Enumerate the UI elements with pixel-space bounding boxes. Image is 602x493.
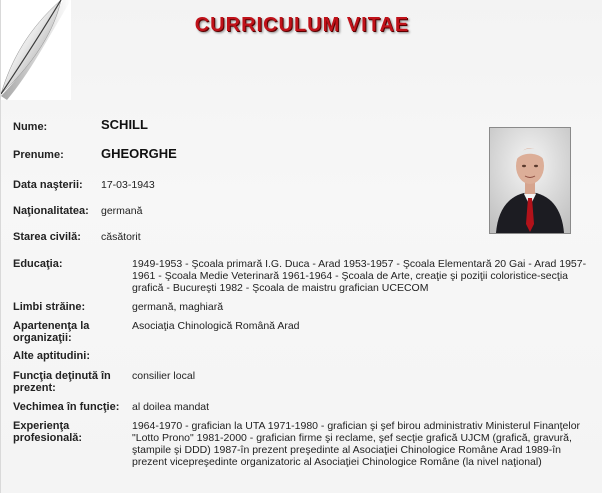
value-nume: SCHILL [101,117,148,132]
label-apartenenta: Apartenenţa la organizaţii: [13,320,90,344]
label-prenume: Prenume: [13,149,64,161]
label-nationalitatea: Naţionalitatea: [13,205,89,217]
value-prenume: GHEORGHE [101,146,177,161]
label-starea-civila: Starea civilă: [13,231,81,243]
value-functia: consilier local [132,370,196,382]
value-experienta: 1964-1970 - grafician la UTA 1971-1980 - grafician şi şef birou administrativ Ministerul Finanţelor "Lotto Prono" 1981-2000 - grafician firme şi reclame, şef secţie grafică UJCM (grafică, gravură, ştampile şi DDD) 1987-în prezent preşedinte al Asociaţiei Chinologice Române Arad 1989-în prezent vicepreşedinte organizatoric al Asociaţiei Chinologice Române (la nivel naţional) [132,420,581,468]
label-data-nasterii: Data naşterii: [13,179,83,191]
value-educatia: 1949-1953 - Şcoala primară I.G. Duca - Arad 1953-1957 - Şcoala Elementară 20 Gai - Arad 1957-1961 - Şcoala Medie Veterinară 1961-1964 - Şcoala de Arte, creaţie şi poziţii coloristice-secţia grafică - Bucureşti 1982 - Şcoala de maistru grafician UCECOM [132,258,587,294]
label-educatia: Educaţia: [13,258,63,270]
value-data-nasterii: 17-03-1943 [101,179,155,191]
value-nationalitatea: germană [101,205,143,217]
page-title: CURRICULUM VITAE [194,14,410,36]
value-starea-civila: căsătorit [101,231,141,243]
label-functia: Funcţia deţinută în prezent: [13,370,111,394]
value-limbi-straine: germană, maghiară [132,301,224,313]
label-nume: Nume: [13,121,48,133]
value-apartenenta: Asociaţia Chinologică Română Arad [132,320,300,332]
label-alte-aptitudini: Alte aptitudini: [13,350,90,362]
label-experienta: Experienţa profesională: [13,420,83,444]
value-vechimea: al doilea mandat [132,401,210,413]
label-limbi-straine: Limbi străine: [13,301,86,313]
portrait-photo [489,127,571,234]
person-portrait-icon [490,128,570,233]
label-vechimea: Vechimea în funcţie: [13,401,120,413]
